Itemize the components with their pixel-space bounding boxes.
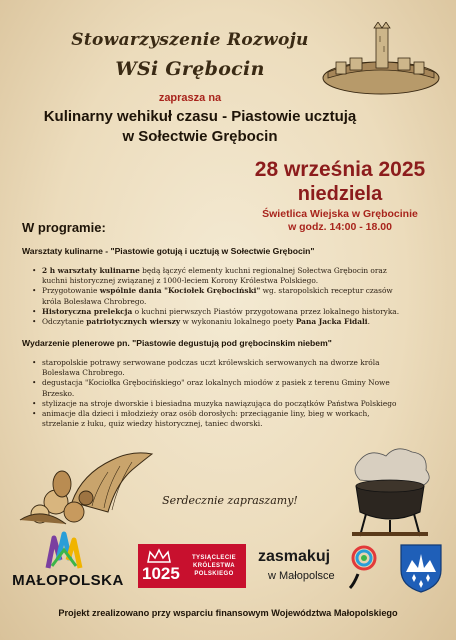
list-item: • staropolskie potrawy serwowane podczas uczt królewskich serwowanych na dworze króla Bolesława Chrobrego. — [30, 358, 400, 378]
organizer-name-line1: Stowarzyszenie Rozwoju — [71, 30, 309, 50]
zasmakuj-logo-text: zasmakuj — [258, 548, 331, 565]
event-hours: w godz. 14:00 - 18.00 — [288, 221, 392, 233]
list-item: • stylizacje na stroje dworskie i biesiadna muzyka nawiązująca do początków Państwa Polskiego — [30, 399, 400, 409]
malopolska-logo — [44, 530, 84, 570]
program-heading: W programie: — [22, 220, 106, 235]
event-venue: Świetlica Wiejska w Grębocinie — [262, 208, 418, 220]
organizer-name-line2: WSi Grębocin — [115, 58, 265, 80]
zasmakuj-spoon-logo — [346, 544, 382, 590]
event-date: 28 września 2025 — [254, 158, 426, 181]
section1-list — [30, 266, 410, 327]
crown-icon — [146, 548, 172, 564]
list-item: • Przygotowanie wspólnie dania "Kociołek Grębociński" wg. staropolskich receptur czasów króla Bolesława Chrobrego. — [30, 286, 410, 306]
section1-title: Warsztaty kulinarne - "Piastowie gotują i ucztują w Sołectwie Grębocin" — [22, 246, 315, 256]
crown-logo-number: 1025 — [142, 564, 180, 583]
list-item: • Historyczna prelekcja o kuchni pierwszych Piastów przygotowana przez lokalnego historyka. — [30, 307, 410, 317]
zasmakuj-logo-subtext: w Małopolsce — [268, 570, 335, 582]
event-day: niedziela — [297, 183, 383, 205]
crown-logo-text: TYSIĄCLECIE KRÓLESTWA POLSKIEGO — [191, 555, 237, 577]
list-item: • animacje dla dzieci i młodzieży oraz osób dorosłych: przeciąganie liny, bieg w workach, strzelanie z łuku, quiz wiedzy historycznej, taniec dworski. — [30, 409, 400, 429]
cauldron-illustration — [330, 440, 450, 540]
malopolska-logo-text: MAŁOPOLSKA — [12, 572, 124, 589]
list-item: • Odczytanie patriotycznych wierszy w wykonaniu lokalnego poety Pana Jacka Fidali. — [30, 317, 410, 327]
event-title-line2: w Sołectwie Grębocin — [122, 128, 278, 145]
list-item: • degustacja "Kociołka Grębocińskiego" oraz lokalnych miodów z pasiek z terenu Gminy Nowe Brzesko. — [30, 378, 400, 398]
crown-logo — [138, 544, 246, 588]
list-item: • 2 h warsztaty kulinarne będą łączyć elementy kuchni regionalnej Sołectwa Grębocin oraz kuchni historycznej związanej z 1000-leciem Korony Królestwa Polskiego. — [30, 266, 410, 286]
section2-list — [30, 358, 400, 429]
footer-note: Projekt zrealizowano przy wsparciu finansowym Województwa Małopolskiego — [58, 608, 398, 618]
event-title-line1: Kulinarny wehikuł czasu - Piastowie ucztują — [43, 108, 357, 125]
invites-text: zaprasza na — [158, 92, 222, 104]
greeting: Serdecznie zapraszamy! — [162, 494, 298, 507]
section2-title: Wydarzenie plenerowe pn. "Piastowie degustują pod grębocinskim niebem" — [22, 338, 332, 348]
coat-of-arms — [398, 542, 444, 594]
castle-illustration — [318, 22, 444, 98]
cornucopia-illustration — [12, 440, 162, 530]
